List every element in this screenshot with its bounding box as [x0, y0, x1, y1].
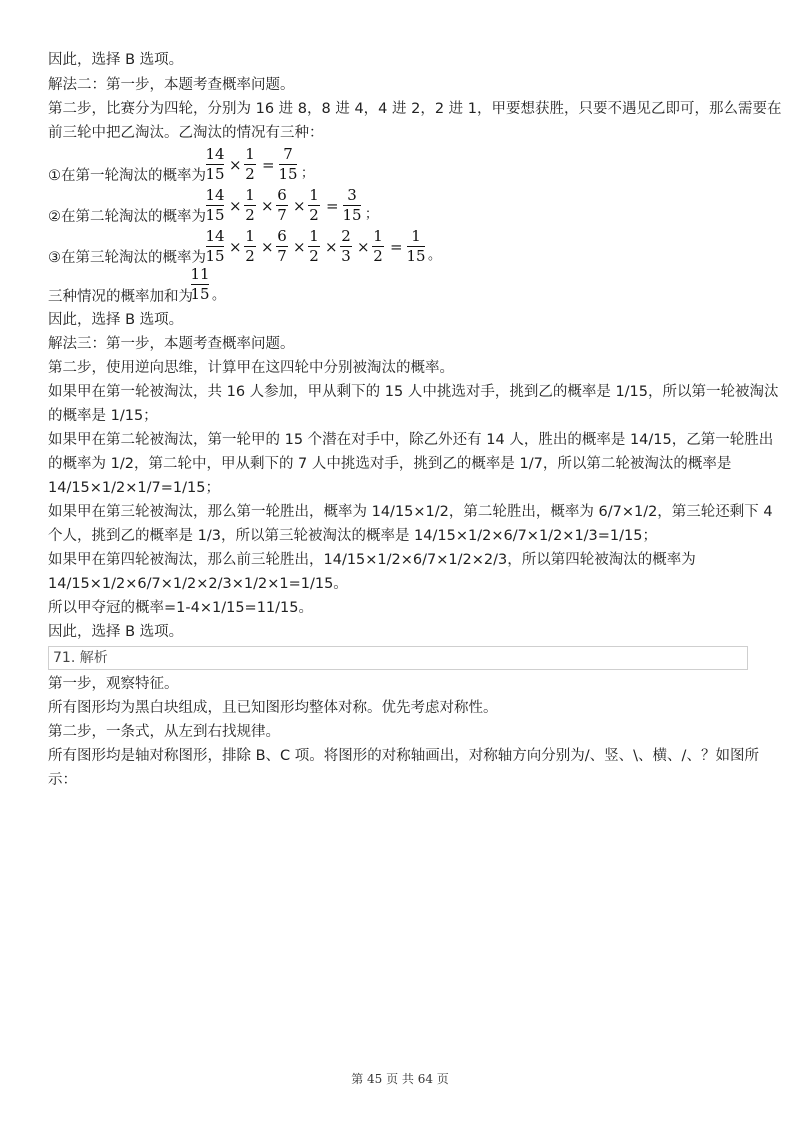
line: 14/15×1/2×1/7=1/15；: [48, 480, 220, 496]
line: 所有图形均是轴对称图形，排除 B、C 项。将图形的对称轴画出，对称轴方向分别为/、竖、\、横、/、？如图所: [48, 748, 759, 764]
case-3-label: ③在第三轮淘汰的概率为: [48, 250, 206, 266]
line: 因此，选择 B 选项。: [48, 624, 184, 640]
line: 示：: [48, 772, 77, 788]
line: 解法二：第一步，本题考查概率问题。: [48, 77, 295, 93]
line: 如果甲在第四轮被淘汰，那么前三轮胜出，14/15×1/2×6/7×1/2×2/3，所以第四轮被淘汰的概率为: [48, 552, 696, 568]
line: 如果甲在第三轮被淘汰，那么第一轮胜出，概率为 14/15×1/2，第二轮胜出，概率为 6/7×1/2，第三轮还剩下 4: [48, 504, 773, 520]
case-1-formula: 14 15 × 1 2 = 7 15 ；: [205, 145, 315, 183]
line: 如果甲在第一轮被淘汰，共 16 人参加，甲从剩下的 15 人中挑选对手，挑到乙的概率是 1/15，所以第一轮被淘汰: [48, 384, 779, 400]
sum-label: 三种情况的概率加和为: [48, 289, 193, 305]
line: 因此，选择 B 选项。: [48, 52, 184, 68]
section-header: 71. 解析: [48, 646, 748, 670]
line: 因此，选择 B 选项。: [48, 312, 184, 328]
line: 第二步，比赛分为四轮，分别为 16 进 8，8 进 4，4 进 2，2 进 1，甲要想获胜，只要不遇见乙即可，那么需要在: [48, 101, 782, 117]
page-footer: 第 45 页 共 64 页: [351, 1072, 449, 1086]
line: 第二步，一条式，从左到右找规律。: [48, 724, 280, 740]
line: 如果甲在第二轮被淘汰，第一轮甲的 15 个潜在对手中，除乙外还有 14 人，胜出的概率是 14/15，乙第一轮胜出: [48, 432, 774, 448]
line: 解法三：第一步，本题考查概率问题。: [48, 336, 295, 352]
line: 所以甲夺冠的概率=1-4×1/15=11/15。: [48, 600, 313, 616]
line: 第一步，观察特征。: [48, 676, 179, 692]
case-1-label: ①在第一轮淘汰的概率为: [48, 168, 206, 184]
line: 所有图形均为黑白块组成，且已知图形均整体对称。优先考虑对称性。: [48, 700, 498, 716]
case-3-formula: 14 15 × 1 2 × 6 7 × 1 2 × 2 3 × 1 2 = 1 15 。: [205, 227, 442, 265]
sum-formula: 11 15 。: [190, 265, 226, 303]
line: 的概率是 1/15；: [48, 408, 158, 424]
line: 前三轮中把乙淘汰。乙淘汰的情况有三种：: [48, 125, 324, 141]
line: 14/15×1/2×6/7×1/2×2/3×1/2×1=1/15。: [48, 576, 348, 592]
line: 第二步，使用逆向思维，计算甲在这四轮中分别被淘汰的概率。: [48, 360, 454, 376]
line: 个人，挑到乙的概率是 1/3，所以第三轮被淘汰的概率是 14/15×1/2×6/7×1/2×1/3=1/15；: [48, 528, 657, 544]
case-2-label: ②在第二轮淘汰的概率为: [48, 209, 206, 225]
line: 的概率为 1/2，第二轮中，甲从剩下的 7 人中挑选对手，挑到乙的概率是 1/7，所以第二轮被淘汰的概率是: [48, 456, 732, 472]
case-2-formula: 14 15 × 1 2 × 6 7 × 1 2 = 3 15 ；: [205, 186, 379, 224]
